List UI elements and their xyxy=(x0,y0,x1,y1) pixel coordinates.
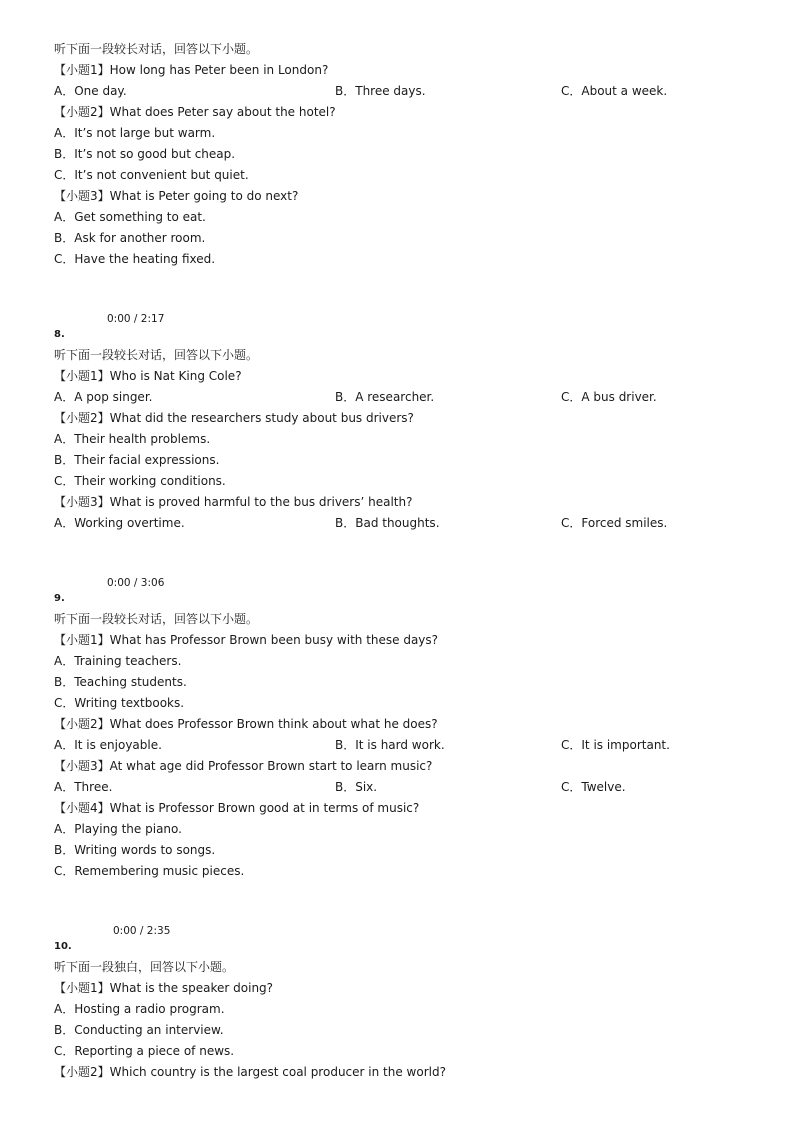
option-b: B．Bad thoughts. xyxy=(335,516,440,530)
q9-sub2-question: 【小题2】What does Professor Brown think about what he does? xyxy=(54,717,438,731)
option-a: A．Hosting a radio program. xyxy=(54,1002,225,1016)
q7-sub3-question: 【小题3】What is Peter going to do next? xyxy=(54,189,299,203)
option-b: B．Three days. xyxy=(335,84,426,98)
q8-sub3-options xyxy=(54,516,668,530)
option-b: B．Ask for another room. xyxy=(54,231,206,245)
q7-sub1-options xyxy=(54,84,668,98)
question-number: 8. xyxy=(54,329,65,340)
option-a: A．A pop singer. xyxy=(54,390,153,404)
option-c: C．Forced smiles. xyxy=(561,516,668,530)
q9-sub3-question: 【小题3】At what age did Professor Brown start to learn music? xyxy=(54,759,433,773)
option-a: A．It is enjoyable. xyxy=(54,738,162,752)
q10-sub1-question: 【小题1】What is the speaker doing? xyxy=(54,981,274,995)
audio-player-time[interactable]: 0:00 / 3:06 xyxy=(107,577,165,589)
option-c: C．Twelve. xyxy=(561,780,626,794)
option-a: A．Working overtime. xyxy=(54,516,185,530)
option-b: B．Conducting an interview. xyxy=(54,1023,224,1037)
option-b: B．Their facial expressions. xyxy=(54,453,220,467)
option-a: A．Playing the piano. xyxy=(54,822,182,836)
question-number: 10. xyxy=(54,941,72,952)
option-c: C．It is important. xyxy=(561,738,670,752)
q9-sub1-question: 【小题1】What has Professor Brown been busy with these days? xyxy=(54,633,439,647)
audio-player-time[interactable]: 0:00 / 2:35 xyxy=(113,925,171,937)
option-b: B．It is hard work. xyxy=(335,738,445,752)
option-b: B．Six. xyxy=(335,780,378,794)
q8-sub2-question: 【小题2】What did the researchers study about bus drivers? xyxy=(54,411,414,425)
option-a: A．One day. xyxy=(54,84,127,98)
audio-player-time[interactable]: 0:00 / 2:17 xyxy=(107,313,165,325)
option-c: C．Writing textbooks. xyxy=(54,696,185,710)
option-c: C．About a week. xyxy=(561,84,668,98)
q8-intro: 听下面一段较长对话，回答以下小题。 xyxy=(54,348,259,362)
option-a: A．It’s not large but warm. xyxy=(54,126,216,140)
option-b: B．A researcher. xyxy=(335,390,435,404)
q9-intro: 听下面一段较长对话，回答以下小题。 xyxy=(54,612,259,626)
q7-intro: 听下面一段较长对话，回答以下小题。 xyxy=(54,42,259,56)
q9-sub3-options xyxy=(54,780,626,794)
option-a: A．Training teachers. xyxy=(54,654,182,668)
q9-sub4-question: 【小题4】What is Professor Brown good at in terms of music? xyxy=(54,801,420,815)
q8-sub3-question: 【小题3】What is proved harmful to the bus drivers’ health? xyxy=(54,495,413,509)
option-b: B．Teaching students. xyxy=(54,675,187,689)
option-c: C．Their working conditions. xyxy=(54,474,226,488)
option-c: C．Remembering music pieces. xyxy=(54,864,245,878)
q10-intro: 听下面一段独白，回答以下小题。 xyxy=(54,960,235,974)
option-b: B．Writing words to songs. xyxy=(54,843,216,857)
option-b: B．It’s not so good but cheap. xyxy=(54,147,236,161)
q8-sub1-question: 【小题1】Who is Nat King Cole? xyxy=(54,369,242,383)
q9-sub2-options xyxy=(54,738,670,752)
option-a: A．Get something to eat. xyxy=(54,210,206,224)
q8-sub1-options xyxy=(54,390,657,404)
option-c: C．It’s not convenient but quiet. xyxy=(54,168,249,182)
q7-sub1-question: 【小题1】How long has Peter been in London? xyxy=(54,63,329,77)
option-c: C．Have the heating fixed. xyxy=(54,252,216,266)
option-a: A．Their health problems. xyxy=(54,432,211,446)
option-c: C．Reporting a piece of news. xyxy=(54,1044,235,1058)
q7-sub2-question: 【小题2】What does Peter say about the hotel? xyxy=(54,105,336,119)
option-c: C．A bus driver. xyxy=(561,390,657,404)
q10-sub2-question: 【小题2】Which country is the largest coal producer in the world? xyxy=(54,1065,446,1079)
question-number: 9. xyxy=(54,593,65,604)
option-a: A．Three. xyxy=(54,780,113,794)
